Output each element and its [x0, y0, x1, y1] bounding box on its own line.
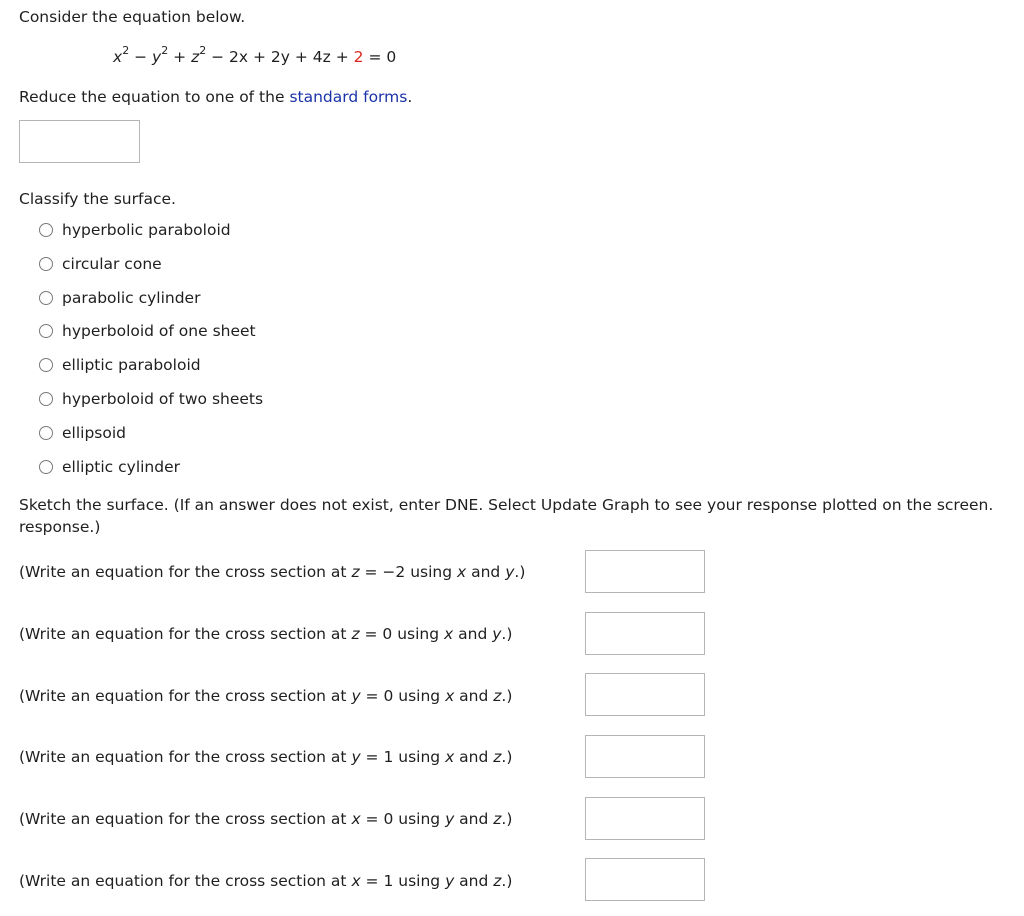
eq-constant: 2: [353, 48, 364, 66]
standard-forms-link[interactable]: standard forms: [289, 88, 408, 106]
surface-option-label: elliptic cylinder: [62, 458, 181, 476]
cross-section-var: y: [351, 687, 361, 705]
reduce-end: .: [407, 88, 413, 106]
equation: [113, 43, 397, 66]
eq-linear-terms: − 2x + 2y + 4z +: [206, 48, 354, 66]
cross-section-a: y: [445, 810, 455, 828]
cross-section-prompt: [19, 872, 512, 890]
cross-section-and: and: [466, 563, 506, 581]
surface-option-label: parabolic cylinder: [62, 289, 201, 307]
surface-option[interactable]: [39, 355, 201, 375]
cross-section-answer-box[interactable]: [585, 858, 705, 901]
cross-section-eq: = 1 using: [360, 748, 446, 766]
cross-section-prompt: [19, 810, 512, 828]
surface-option-label: circular cone: [62, 255, 162, 273]
surface-option[interactable]: [39, 288, 200, 308]
cross-section-eq: = 0 using: [359, 625, 445, 643]
radio-button[interactable]: [39, 324, 53, 338]
eq-exp-z: 2: [199, 43, 207, 57]
radio-button[interactable]: [39, 426, 53, 440]
cross-section-pre: (Write an equation for the cross section at: [19, 687, 352, 705]
eq-y: y: [152, 48, 162, 66]
radio-button[interactable]: [39, 257, 53, 271]
cross-section-post: .): [514, 563, 526, 581]
cross-section-eq: = −2 using: [359, 563, 457, 581]
eq-rhs: = 0: [363, 48, 397, 66]
cross-section-b: z: [493, 687, 502, 705]
cross-section-answer-box[interactable]: [585, 797, 705, 840]
surface-option[interactable]: [39, 389, 263, 409]
cross-section-and: and: [454, 810, 494, 828]
cross-section-post: .): [501, 810, 513, 828]
surface-option[interactable]: [39, 423, 126, 443]
cross-section-post: .): [501, 687, 513, 705]
question-intro: Consider the equation below.: [19, 8, 246, 26]
cross-section-eq: = 0 using: [360, 810, 446, 828]
cross-section-prompt: [19, 687, 512, 705]
cross-section-b: z: [493, 748, 502, 766]
surface-option-label: ellipsoid: [62, 424, 126, 442]
surface-option[interactable]: [39, 321, 256, 341]
cross-section-prompt: [19, 563, 525, 581]
cross-section-pre: (Write an equation for the cross section at: [19, 872, 352, 890]
cross-section-pre: (Write an equation for the cross section at: [19, 563, 352, 581]
radio-button[interactable]: [39, 291, 53, 305]
radio-button[interactable]: [39, 392, 53, 406]
cross-section-a: y: [445, 872, 455, 890]
cross-section-answer-box[interactable]: [585, 612, 705, 655]
cross-section-var: x: [351, 872, 361, 890]
radio-button[interactable]: [39, 460, 53, 474]
radio-button[interactable]: [39, 223, 53, 237]
cross-section-var: z: [351, 563, 360, 581]
radio-button[interactable]: [39, 358, 53, 372]
cross-section-var: y: [351, 748, 361, 766]
cross-section-b: y: [492, 625, 502, 643]
cross-section-pre: (Write an equation for the cross section at: [19, 625, 352, 643]
cross-section-a: x: [445, 748, 455, 766]
sketch-instructions-line2: response.): [19, 518, 101, 536]
cross-section-and: and: [453, 625, 493, 643]
cross-section-b: z: [493, 872, 502, 890]
cross-section-b: y: [505, 563, 515, 581]
cross-section-var: z: [351, 625, 360, 643]
reduce-text: Reduce the equation to one of the: [19, 88, 290, 106]
eq-x: x: [113, 48, 123, 66]
sketch-instructions-line1: Sketch the surface. (If an answer does not exist, enter DNE. Select Update Graph to see your response plotted on the screen.: [19, 496, 994, 514]
surface-option-label: hyperbolic paraboloid: [62, 221, 231, 239]
cross-section-post: .): [501, 748, 513, 766]
surface-option-label: elliptic paraboloid: [62, 356, 201, 374]
cross-section-and: and: [454, 872, 494, 890]
cross-section-and: and: [454, 748, 494, 766]
cross-section-answer-box[interactable]: [585, 550, 705, 593]
classify-prompt: Classify the surface.: [19, 190, 176, 208]
cross-section-pre: (Write an equation for the cross section at: [19, 748, 352, 766]
cross-section-a: x: [445, 687, 455, 705]
surface-option[interactable]: [39, 254, 162, 274]
cross-section-prompt: [19, 625, 512, 643]
eq-exp-x: 2: [122, 43, 130, 57]
cross-section-pre: (Write an equation for the cross section at: [19, 810, 352, 828]
eq-op1: −: [129, 48, 153, 66]
eq-exp-y: 2: [161, 43, 169, 57]
surface-option[interactable]: [39, 220, 231, 240]
surface-option-label: hyperboloid of one sheet: [62, 322, 256, 340]
cross-section-post: .): [501, 625, 513, 643]
reduce-prompt: [19, 88, 412, 106]
cross-section-eq: = 0 using: [360, 687, 446, 705]
standard-form-answer-box[interactable]: [19, 120, 140, 163]
cross-section-eq: = 1 using: [360, 872, 446, 890]
cross-section-answer-box[interactable]: [585, 735, 705, 778]
cross-section-a: x: [457, 563, 467, 581]
surface-option-label: hyperboloid of two sheets: [62, 390, 264, 408]
eq-z: z: [191, 48, 200, 66]
cross-section-var: x: [351, 810, 361, 828]
cross-section-answer-box[interactable]: [585, 673, 705, 716]
cross-section-prompt: [19, 748, 512, 766]
eq-op2: +: [168, 48, 192, 66]
cross-section-post: .): [501, 872, 513, 890]
cross-section-a: x: [444, 625, 454, 643]
cross-section-b: z: [493, 810, 502, 828]
surface-option[interactable]: [39, 457, 180, 477]
cross-section-and: and: [454, 687, 494, 705]
